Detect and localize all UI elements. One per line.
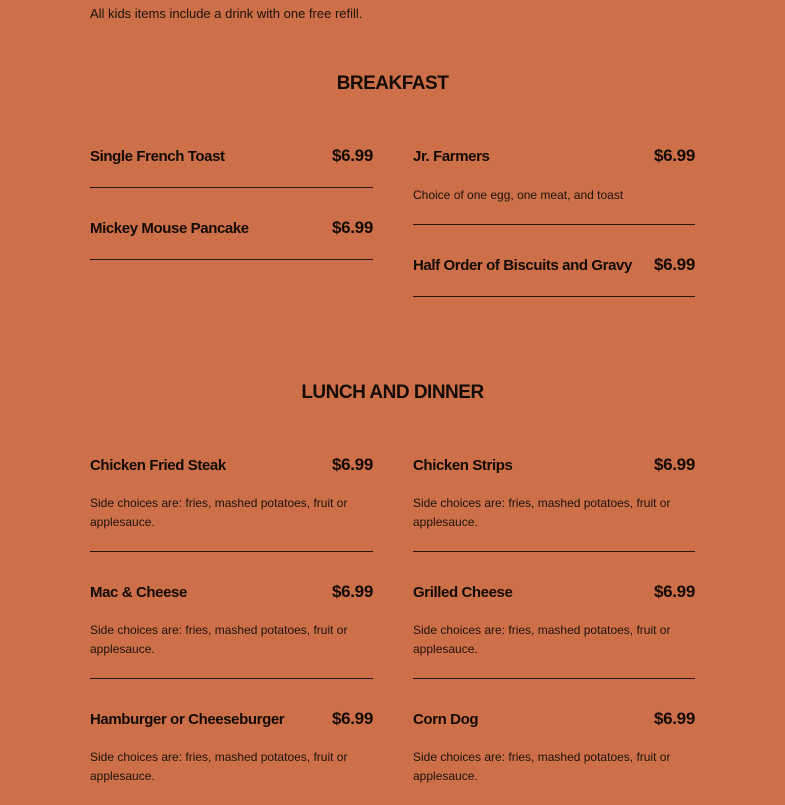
breakfast-right-column — [413, 146, 695, 297]
menu-item-name: Hamburger or Cheeseburger — [90, 711, 285, 728]
menu-item-name: Single French Toast — [90, 148, 225, 165]
menu-item — [413, 255, 695, 297]
menu-item — [90, 709, 373, 786]
kids-menu-note: All kids items include a drink with one free refill. — [90, 6, 363, 21]
menu-item — [90, 455, 373, 552]
menu-item-name: Mac & Cheese — [90, 584, 187, 601]
menu-item — [413, 709, 695, 786]
menu-item-price: $6.99 — [331, 146, 373, 165]
lunch-right-column — [413, 455, 695, 805]
lunch-left-column — [90, 455, 373, 805]
menu-item-price: $6.99 — [653, 146, 695, 165]
menu-item-description: Side choices are: fries, mashed potatoes, fruit or applesauce. — [90, 496, 348, 529]
menu-item-description: Side choices are: fries, mashed potatoes, fruit or applesauce. — [413, 750, 671, 783]
section-title-lunch-dinner: LUNCH AND DINNER — [301, 382, 484, 403]
menu-item-name: Chicken Fried Steak — [90, 457, 226, 474]
menu-item-name: Mickey Mouse Pancake — [90, 220, 249, 237]
menu-item — [413, 146, 695, 225]
menu-item-price: $6.99 — [331, 455, 373, 474]
breakfast-left-column — [90, 146, 373, 260]
menu-item — [90, 582, 373, 679]
menu-item-name: Grilled Cheese — [413, 584, 513, 601]
menu-item-price: $6.99 — [331, 218, 373, 237]
menu-item-name: Jr. Farmers — [413, 148, 490, 165]
menu-item-name: Chicken Strips — [413, 457, 513, 474]
menu-item-name: Half Order of Biscuits and Gravy — [413, 257, 632, 274]
menu-item-price: $6.99 — [653, 709, 695, 728]
menu-item-price: $6.99 — [331, 582, 373, 601]
menu-item — [413, 582, 695, 679]
menu-item-description: Side choices are: fries, mashed potatoes, fruit or applesauce. — [90, 623, 348, 656]
menu-item-price: $6.99 — [331, 709, 373, 728]
menu-item-description: Choice of one egg, one meat, and toast — [413, 188, 624, 202]
menu-item-description: Side choices are: fries, mashed potatoes, fruit or applesauce. — [90, 750, 348, 783]
menu-item — [90, 218, 373, 260]
menu-item-price: $6.99 — [653, 582, 695, 601]
menu-item-description: Side choices are: fries, mashed potatoes, fruit or applesauce. — [413, 623, 671, 656]
menu-item-price: $6.99 — [653, 455, 695, 474]
menu-item-price: $6.99 — [653, 255, 695, 274]
menu-item-description: Side choices are: fries, mashed potatoes, fruit or applesauce. — [413, 496, 671, 529]
menu-item — [413, 455, 695, 552]
section-title-breakfast: BREAKFAST — [336, 73, 449, 94]
menu-item — [90, 146, 373, 188]
menu-item-name: Corn Dog — [413, 711, 479, 728]
